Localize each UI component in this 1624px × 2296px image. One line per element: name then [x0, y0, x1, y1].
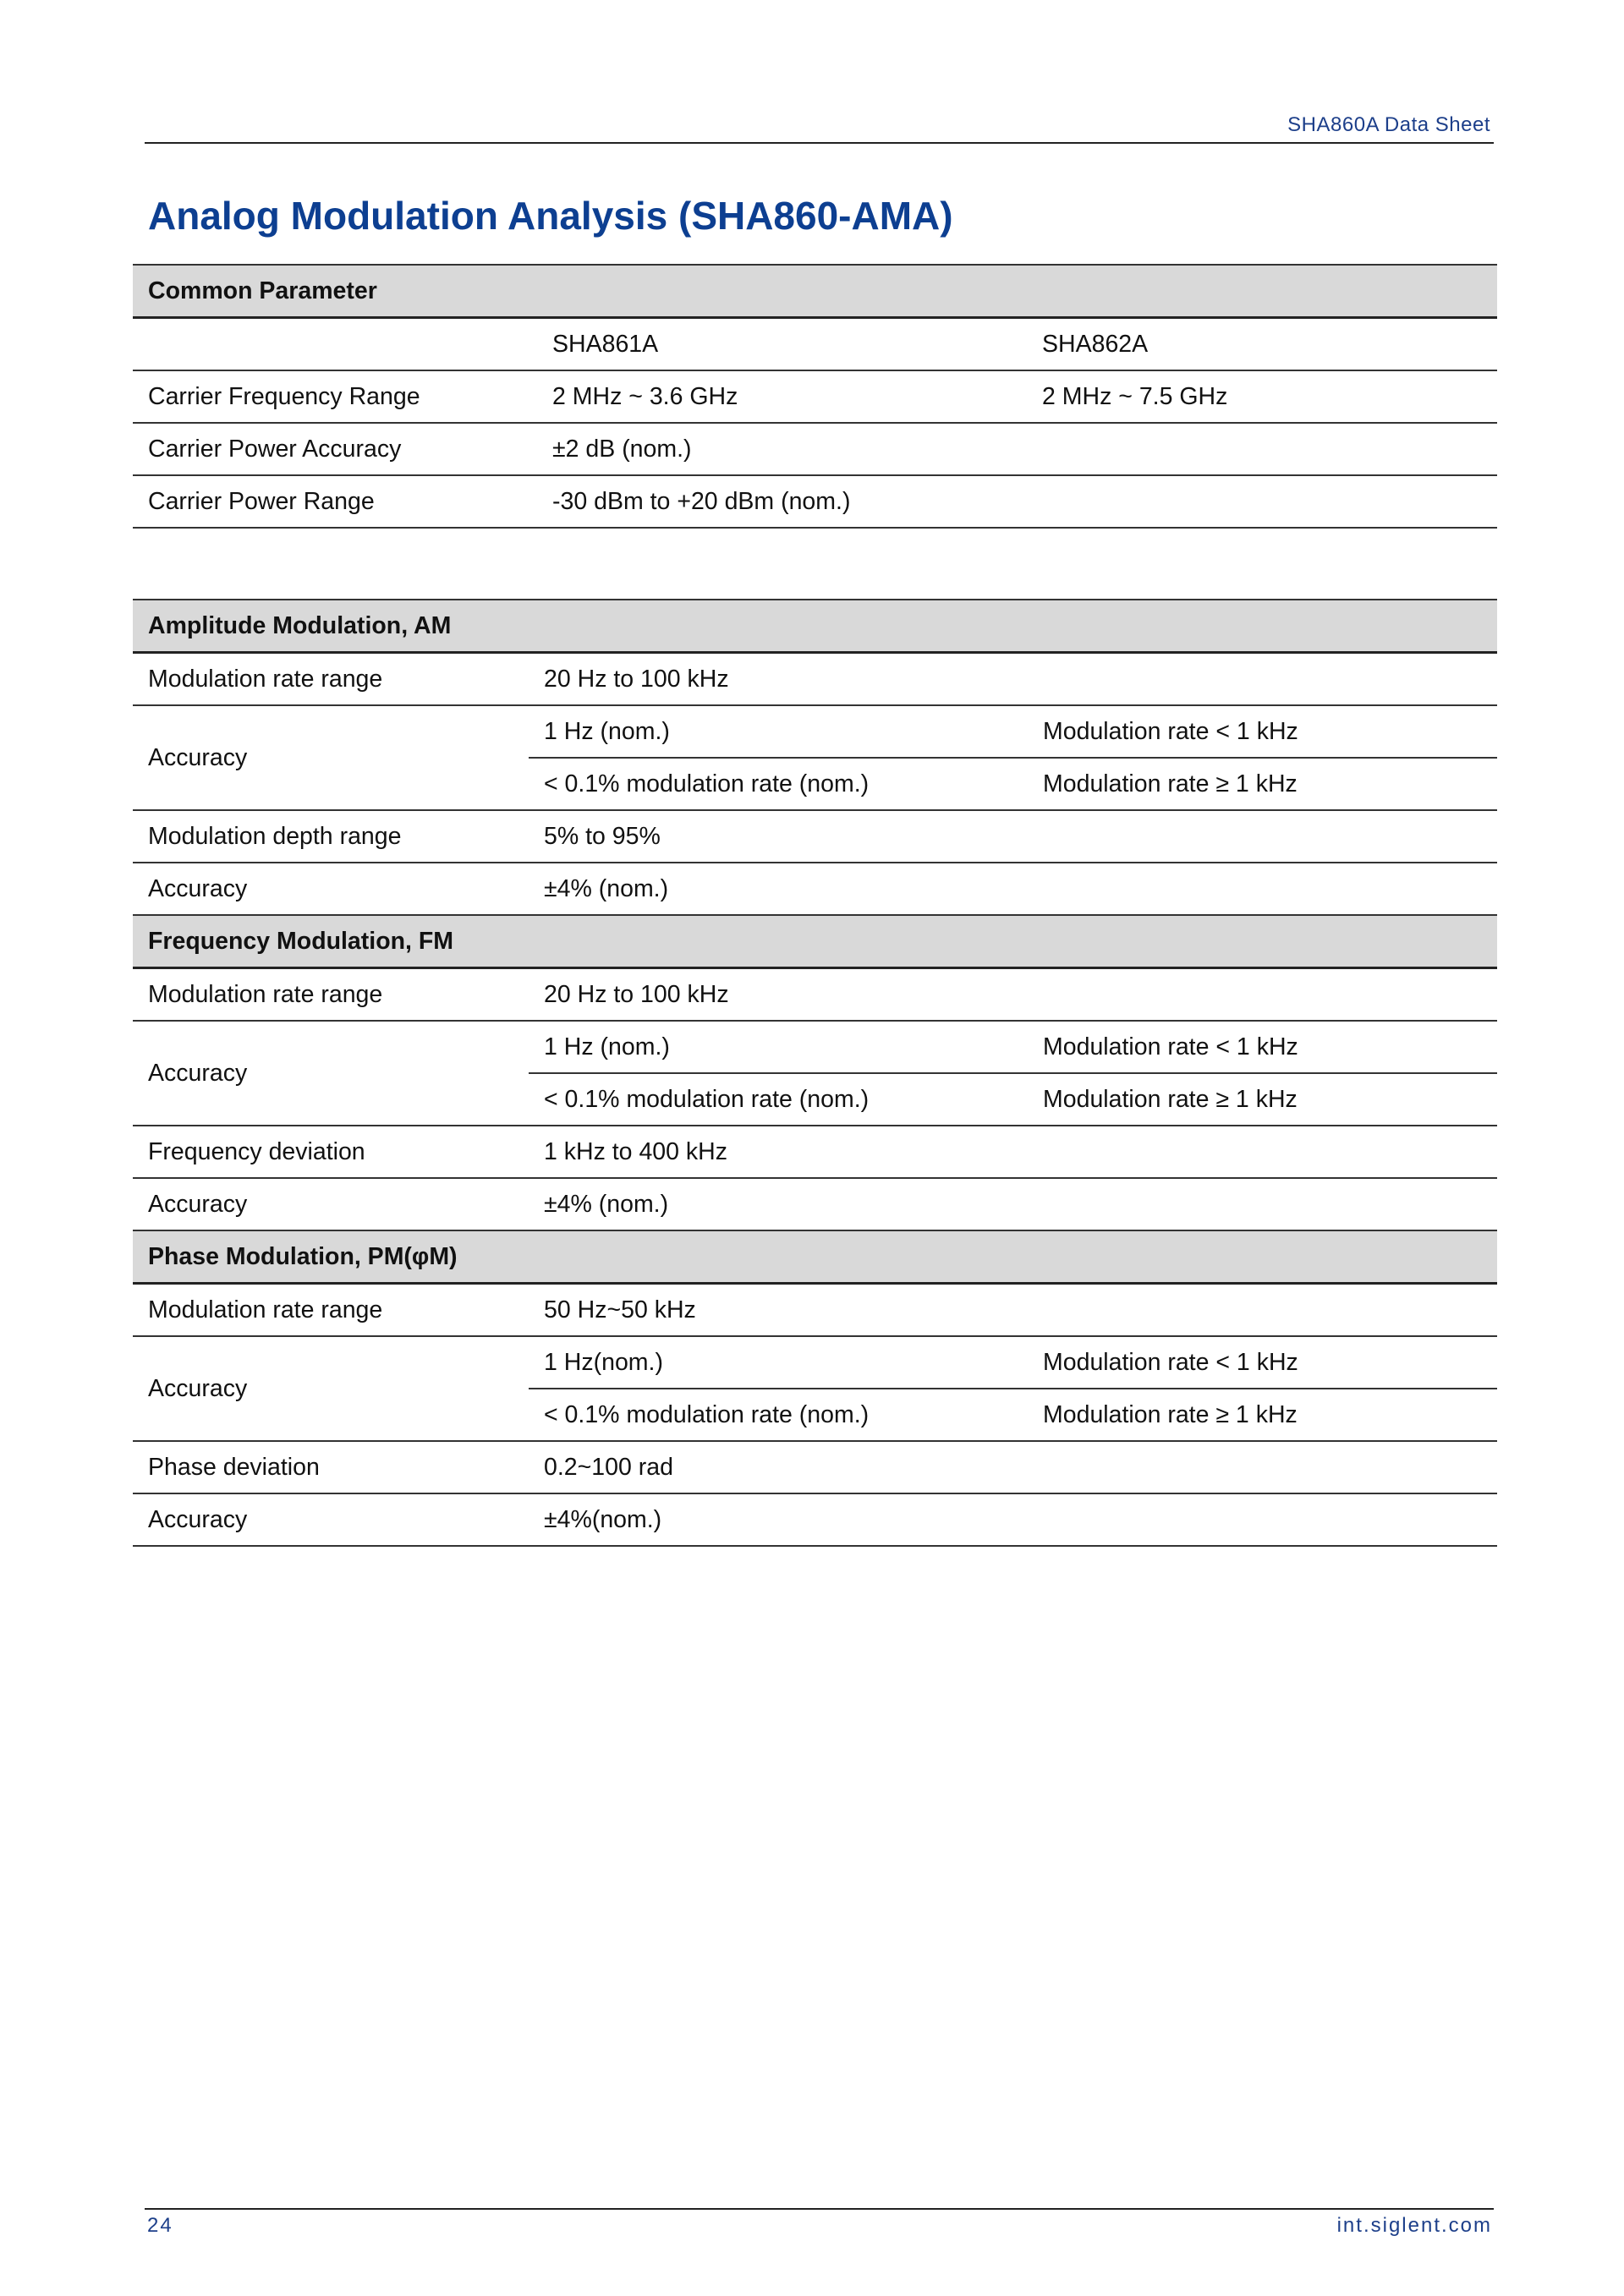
table-row	[133, 423, 1497, 475]
parameter-value	[1027, 475, 1497, 528]
parameter-value: < 0.1% modulation rate (nom.)	[529, 758, 1028, 810]
parameter-label: Carrier Power Range	[133, 475, 537, 528]
parameter-label: Frequency deviation	[133, 1126, 529, 1178]
parameter-label: Modulation rate range	[133, 653, 529, 706]
parameter-label: Modulation depth range	[133, 810, 529, 863]
parameter-value: ±4% (nom.)	[529, 863, 1028, 915]
parameter-value: 0.2~100 rad	[529, 1441, 1028, 1493]
modulation-table	[133, 599, 1497, 1547]
parameter-value: 1 Hz(nom.)	[529, 1336, 1028, 1389]
section-header-row	[133, 915, 1497, 968]
table-row	[133, 705, 1497, 758]
table-row	[133, 1336, 1497, 1389]
parameter-condition: Modulation rate < 1 kHz	[1028, 705, 1497, 758]
parameter-condition	[1028, 1441, 1497, 1493]
table-row	[133, 475, 1497, 528]
page-number: 24	[147, 2214, 173, 2237]
parameter-condition: Modulation rate ≥ 1 kHz	[1028, 1389, 1497, 1441]
parameter-label: Modulation rate range	[133, 1284, 529, 1337]
model-header	[133, 318, 537, 371]
section-title: Phase Modulation, PM(φM)	[133, 1230, 1497, 1284]
parameter-value: 20 Hz to 100 kHz	[529, 968, 1028, 1022]
model-header-row	[133, 318, 1497, 371]
parameter-value: 1 Hz (nom.)	[529, 705, 1028, 758]
parameter-condition	[1028, 810, 1497, 863]
parameter-condition: Modulation rate ≥ 1 kHz	[1028, 1073, 1497, 1126]
parameter-label: Accuracy	[133, 1493, 529, 1546]
parameter-label: Accuracy	[133, 863, 529, 915]
parameter-condition	[1028, 1178, 1497, 1230]
parameter-value: ±4%(nom.)	[529, 1493, 1028, 1546]
table-row	[133, 370, 1497, 423]
parameter-condition: Modulation rate < 1 kHz	[1028, 1021, 1497, 1073]
parameter-condition	[1028, 863, 1497, 915]
header-rule	[145, 142, 1494, 144]
parameter-condition	[1028, 1493, 1497, 1546]
parameter-condition: Modulation rate < 1 kHz	[1028, 1336, 1497, 1389]
parameter-condition	[1028, 968, 1497, 1022]
parameter-value: ±4% (nom.)	[529, 1178, 1028, 1230]
section-title: Amplitude Modulation, AM	[133, 600, 1497, 653]
parameter-condition	[1028, 653, 1497, 706]
parameter-value: 5% to 95%	[529, 810, 1028, 863]
section-title: Frequency Modulation, FM	[133, 915, 1497, 968]
parameter-label: Carrier Frequency Range	[133, 370, 537, 423]
parameter-value: -30 dBm to +20 dBm (nom.)	[537, 475, 1027, 528]
parameter-value: 20 Hz to 100 kHz	[529, 653, 1028, 706]
parameter-value	[1027, 423, 1497, 475]
parameter-value: 1 Hz (nom.)	[529, 1021, 1028, 1073]
table-row	[133, 1284, 1497, 1337]
parameter-value: < 0.1% modulation rate (nom.)	[529, 1073, 1028, 1126]
table-row	[133, 1493, 1497, 1546]
parameter-label: Modulation rate range	[133, 968, 529, 1022]
parameter-label: Accuracy	[133, 1178, 529, 1230]
footer-website: int.siglent.com	[1336, 2214, 1492, 2237]
parameter-label: Accuracy	[133, 1021, 529, 1126]
parameter-label: Accuracy	[133, 1336, 529, 1441]
table-row	[133, 1441, 1497, 1493]
model-header: SHA862A	[1027, 318, 1497, 371]
parameter-label: Phase deviation	[133, 1441, 529, 1493]
model-header: SHA861A	[537, 318, 1027, 371]
parameter-condition	[1028, 1284, 1497, 1337]
parameter-condition	[1028, 1126, 1497, 1178]
parameter-value: 1 kHz to 400 kHz	[529, 1126, 1028, 1178]
table-row	[133, 1021, 1497, 1073]
section-header-row	[133, 600, 1497, 653]
page-title: Analog Modulation Analysis (SHA860-AMA)	[148, 194, 953, 238]
section-header-row	[133, 1230, 1497, 1284]
parameter-condition: Modulation rate ≥ 1 kHz	[1028, 758, 1497, 810]
common-parameter-table	[133, 264, 1497, 529]
table-row	[133, 653, 1497, 706]
parameter-value: ±2 dB (nom.)	[537, 423, 1027, 475]
parameter-label: Carrier Power Accuracy	[133, 423, 537, 475]
section-header-row	[133, 265, 1497, 318]
parameter-value: 2 MHz ~ 7.5 GHz	[1027, 370, 1497, 423]
parameter-value: 50 Hz~50 kHz	[529, 1284, 1028, 1337]
parameter-label: Accuracy	[133, 705, 529, 810]
document-header-title: SHA860A Data Sheet	[1287, 113, 1490, 136]
parameter-value: 2 MHz ~ 3.6 GHz	[537, 370, 1027, 423]
footer-rule	[145, 2208, 1494, 2210]
section-title: Common Parameter	[133, 265, 1497, 318]
table-row	[133, 1126, 1497, 1178]
table-row	[133, 1178, 1497, 1230]
table-row	[133, 968, 1497, 1022]
parameter-value: < 0.1% modulation rate (nom.)	[529, 1389, 1028, 1441]
table-row	[133, 810, 1497, 863]
table-row	[133, 863, 1497, 915]
